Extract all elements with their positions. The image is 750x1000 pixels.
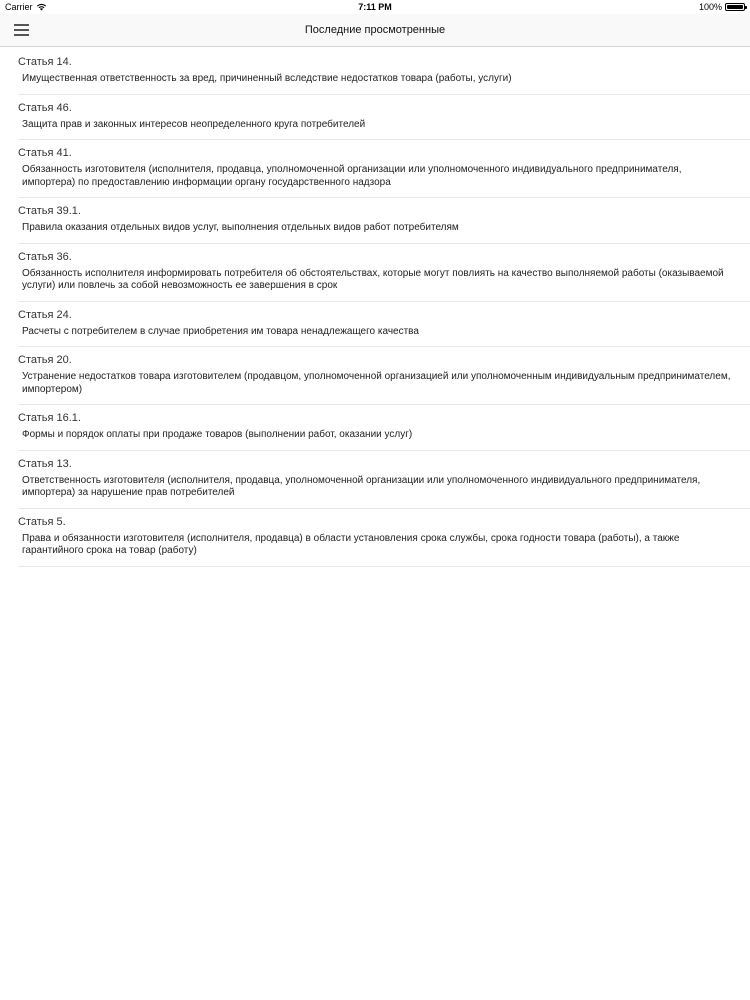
- article-number: Статья 41.: [18, 147, 72, 159]
- recent-articles-list: [0, 49, 750, 567]
- article-number: Статья 14.: [18, 56, 72, 68]
- article-description: Защита прав и законных интересов неопределенного круга потребителей: [22, 118, 366, 130]
- list-item[interactable]: [18, 95, 750, 141]
- article-description: Устранение недостатков товара изготовителем (продавцом, уполномоченной организацией или уполномоченным индивидуальным предпринимателем, импортером): [22, 371, 731, 395]
- article-description: Формы и порядок оплаты при продаже товаров (выполнении работ, оказании услуг): [22, 429, 413, 440]
- article-number: Статья 20.: [18, 354, 72, 366]
- list-item[interactable]: [18, 302, 750, 348]
- article-description: Ответственность изготовителя (исполнителя, продавца, уполномоченной организации или уполномоченного индивидуального предпринимателя, импортера) за нарушение прав потребителей: [22, 474, 701, 498]
- list-item[interactable]: [18, 405, 750, 451]
- list-item[interactable]: [18, 451, 750, 509]
- clock: 7:11 PM: [358, 2, 392, 12]
- status-bar: [0, 0, 750, 14]
- article-description: Права и обязанности изготовителя (исполнителя, продавца) в области установления срока службы, срока годности товара (работы), а также гарантийного срока на товар (работу): [22, 532, 680, 556]
- article-number: Статья 5.: [18, 515, 66, 528]
- page-title: Последние просмотренные: [304, 24, 446, 36]
- article-number: Статья 46.: [18, 101, 72, 114]
- carrier-label: Carrier: [5, 2, 33, 12]
- article-number: Статья 36.: [18, 250, 72, 263]
- battery-percent: 100%: [698, 2, 722, 12]
- article-number: Статья 16.1.: [18, 412, 81, 424]
- list-item[interactable]: [18, 244, 750, 302]
- list-item[interactable]: [18, 49, 750, 95]
- article-number: Статья 13.: [18, 457, 72, 470]
- list-item[interactable]: [18, 347, 750, 405]
- battery-status: [699, 2, 745, 12]
- list-item[interactable]: [18, 509, 750, 567]
- article-description: Обязанность исполнителя информировать потребителя об обстоятельствах, которые могут повлиять на качество выполняемой работы (оказываемой услуги) или повлечь за собой невозможность ее завершения в срок: [22, 267, 724, 291]
- navigation-bar: [0, 14, 750, 47]
- article-number: Статья 24.: [18, 308, 72, 321]
- list-item[interactable]: [18, 198, 750, 244]
- battery-icon: [725, 3, 745, 11]
- article-description: Расчеты с потребителем в случае приобретения им товара ненадлежащего качества: [22, 325, 419, 337]
- article-description: Правила оказания отдельных видов услуг, выполнения отдельных видов работ потребителям: [22, 222, 459, 233]
- battery-level-fill: [727, 5, 743, 9]
- article-number: Статья 39.1.: [18, 205, 81, 217]
- list-item[interactable]: [18, 140, 750, 198]
- article-description: Имущественная ответственность за вред, причиненный вследствие недостатков товара (работы, услуги): [22, 73, 512, 84]
- article-description: Обязанность изготовителя (исполнителя, продавца, уполномоченной организации или уполномоченного индивидуального предпринимателя, импортера) по предоставлению информации органу государственного надзора: [22, 164, 682, 188]
